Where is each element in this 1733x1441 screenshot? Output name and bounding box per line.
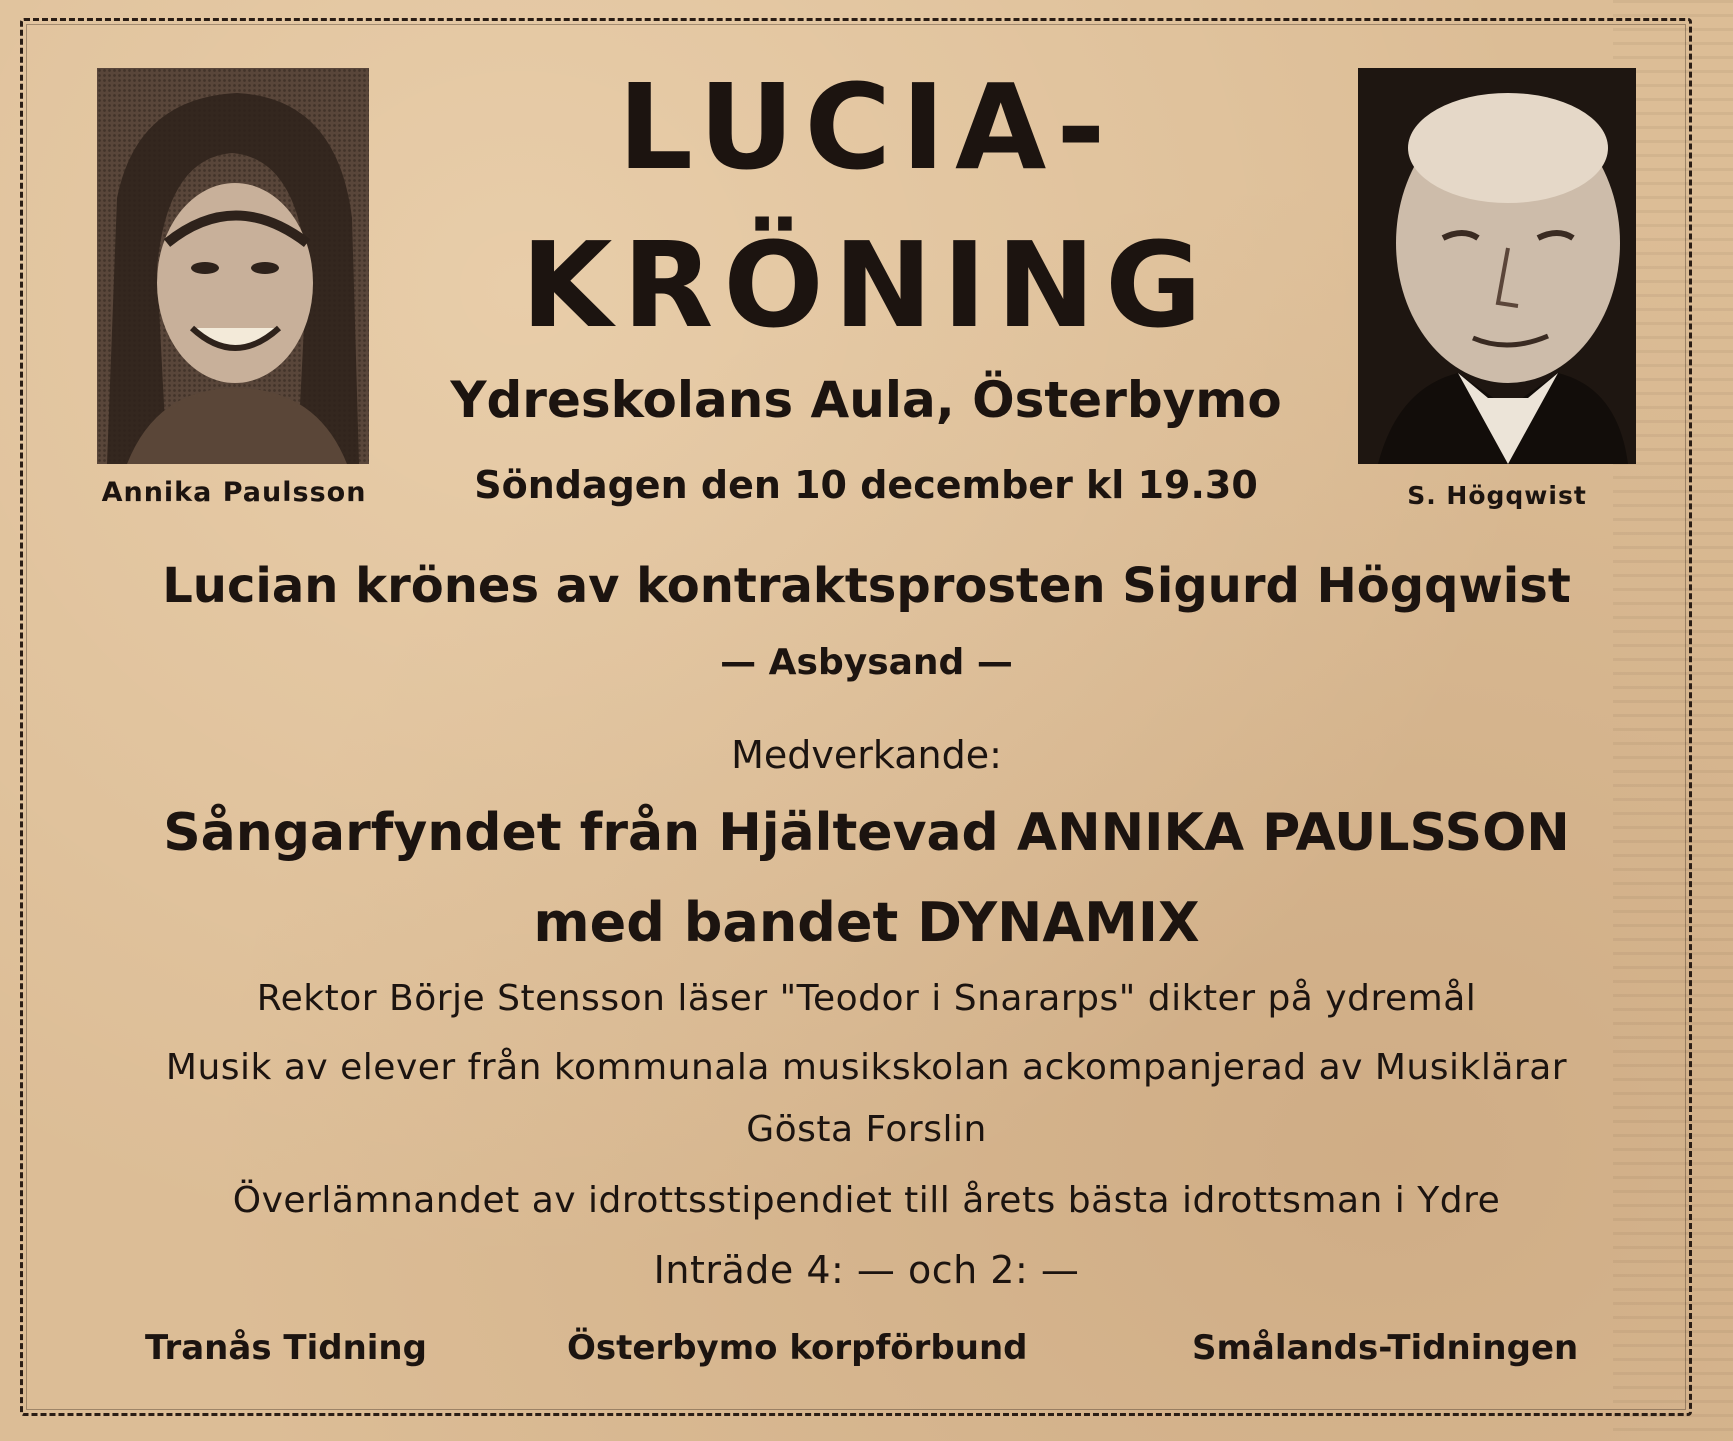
entrance-fee: Inträde 4: — och 2: — (653, 1248, 1080, 1292)
organizer-3: Smålands-Tidningen (1192, 1328, 1579, 1368)
sport-line: Överlämnandet av idrottsstipendiet till årets bästa idrottsman i Ydre (232, 1180, 1501, 1221)
singer-line: Sångarfyndet från Hjältevad ANNIKA PAULSSON (163, 803, 1570, 863)
band-line: med bandet DYNAMIX (533, 891, 1200, 954)
venue-text: Ydreskolans Aula, Österbymo (450, 371, 1282, 429)
date-text: Söndagen den 10 december kl 19.30 (474, 463, 1258, 507)
caption-left: Annika Paulsson (101, 477, 367, 508)
rektor-line: Rektor Börje Stensson läser "Teodor i Snararps" dikter på ydremål (256, 978, 1477, 1019)
place-text: — Asbysand — (720, 642, 1013, 683)
music-line-2: Gösta Forslin (746, 1109, 987, 1150)
title-line-2: KRÖNING (521, 216, 1212, 354)
title-line-1: LUCIA- (617, 58, 1116, 196)
organizer-2: Österbymo korpförbund (567, 1328, 1028, 1368)
participants-label: Medverkande: (731, 733, 1002, 777)
organizer-1: Tranås Tidning (145, 1328, 427, 1368)
music-line-1: Musik av elever från kommunala musikskolan ackompanjerad av Musiklärar (165, 1047, 1568, 1088)
caption-right: S. Högqwist (1407, 481, 1587, 510)
crowning-text: Lucian krönes av kontraktsprosten Sigurd Högqwist (162, 558, 1571, 614)
